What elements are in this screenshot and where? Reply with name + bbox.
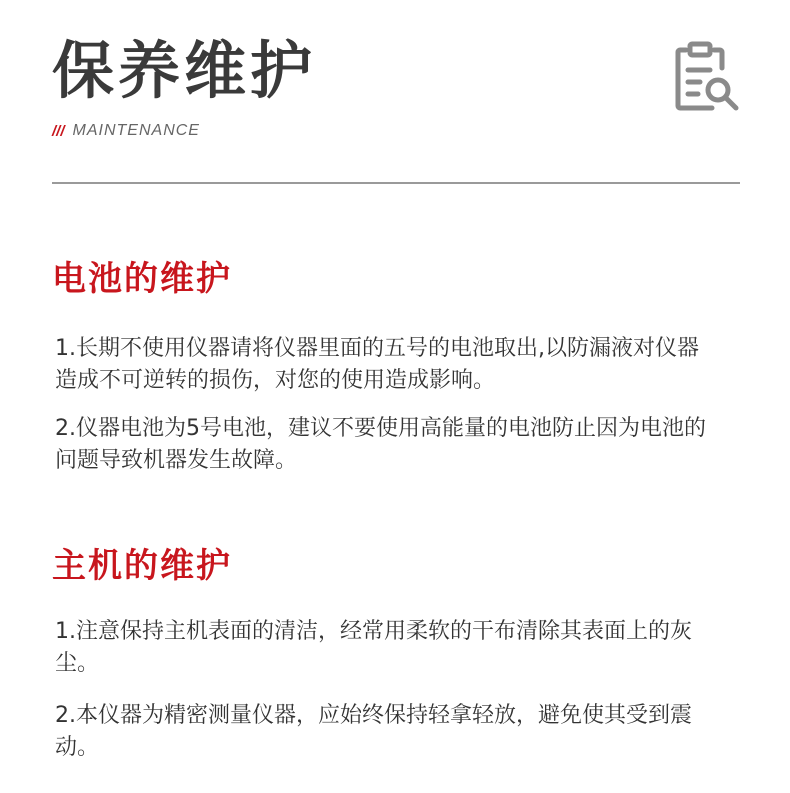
section-heading-host: 主机的维护 [52, 546, 232, 586]
clipboard-search-icon [672, 40, 742, 112]
page-subtitle [52, 122, 200, 140]
battery-paragraph-1: 1.长期不使用仪器请将仪器里面的五号的电池取出,以防漏液对仪器造成不可逆转的损伤，对您的使用造成影响。 [55, 336, 699, 393]
host-paragraph-1: 1.注意保持主机表面的清洁，经常用柔软的干布清除其表面上的灰尘。 [55, 619, 692, 676]
host-paragraph-2: 2.本仪器为精密测量仪器，应始终保持轻拿轻放，避免使其受到震动。 [55, 703, 692, 760]
battery-paragraph-2: 2.仪器电池为5号电池，建议不要使用高能量的电池防止因为电池的问题导致机器发生故障。 [55, 416, 706, 473]
subtitle-text: MAINTENANCE [72, 122, 200, 139]
header-divider [52, 182, 740, 184]
subtitle-slashes: /// [52, 122, 65, 140]
section-heading-battery: 电池的维护 [52, 259, 232, 299]
page-title: 保养维护 [52, 34, 317, 107]
